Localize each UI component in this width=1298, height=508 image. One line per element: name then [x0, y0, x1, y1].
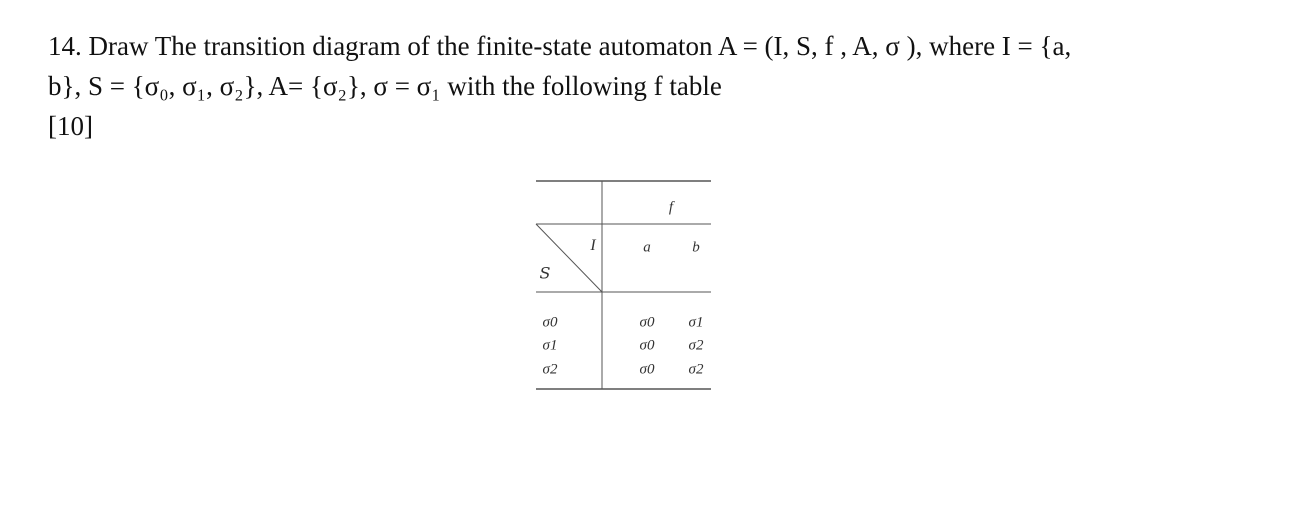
transition-table: [536, 180, 711, 390]
row2-b: σ2: [688, 361, 704, 378]
table-rules: [536, 180, 711, 390]
row0-b: σ1: [688, 314, 704, 331]
row1-b: σ2: [688, 337, 704, 354]
state-sigma1: σ1: [542, 337, 558, 354]
row1-a: σ0: [639, 337, 655, 354]
state-sigma0: σ0: [542, 314, 558, 331]
question-marks: [10]: [48, 111, 93, 141]
row2-a: σ0: [639, 361, 655, 378]
input-b: b: [692, 239, 700, 256]
question-line-1: 14. Draw The transition diagram of the finite-state automaton A = (I, S, f , A, σ ), where I = {a,: [48, 31, 1072, 61]
state-sigma2: σ2: [542, 361, 558, 378]
header-I: I: [590, 237, 596, 254]
row0-a: σ0: [639, 314, 655, 331]
header-S: S: [539, 263, 551, 283]
question-text: [48, 26, 1258, 146]
question-line-2: b}, S = {σ₀, σ₁, σ₂}, A= {σ₂}, σ = σ₁ with the following f table: [48, 71, 722, 101]
input-a: a: [643, 239, 651, 256]
header-f: f: [668, 199, 674, 216]
